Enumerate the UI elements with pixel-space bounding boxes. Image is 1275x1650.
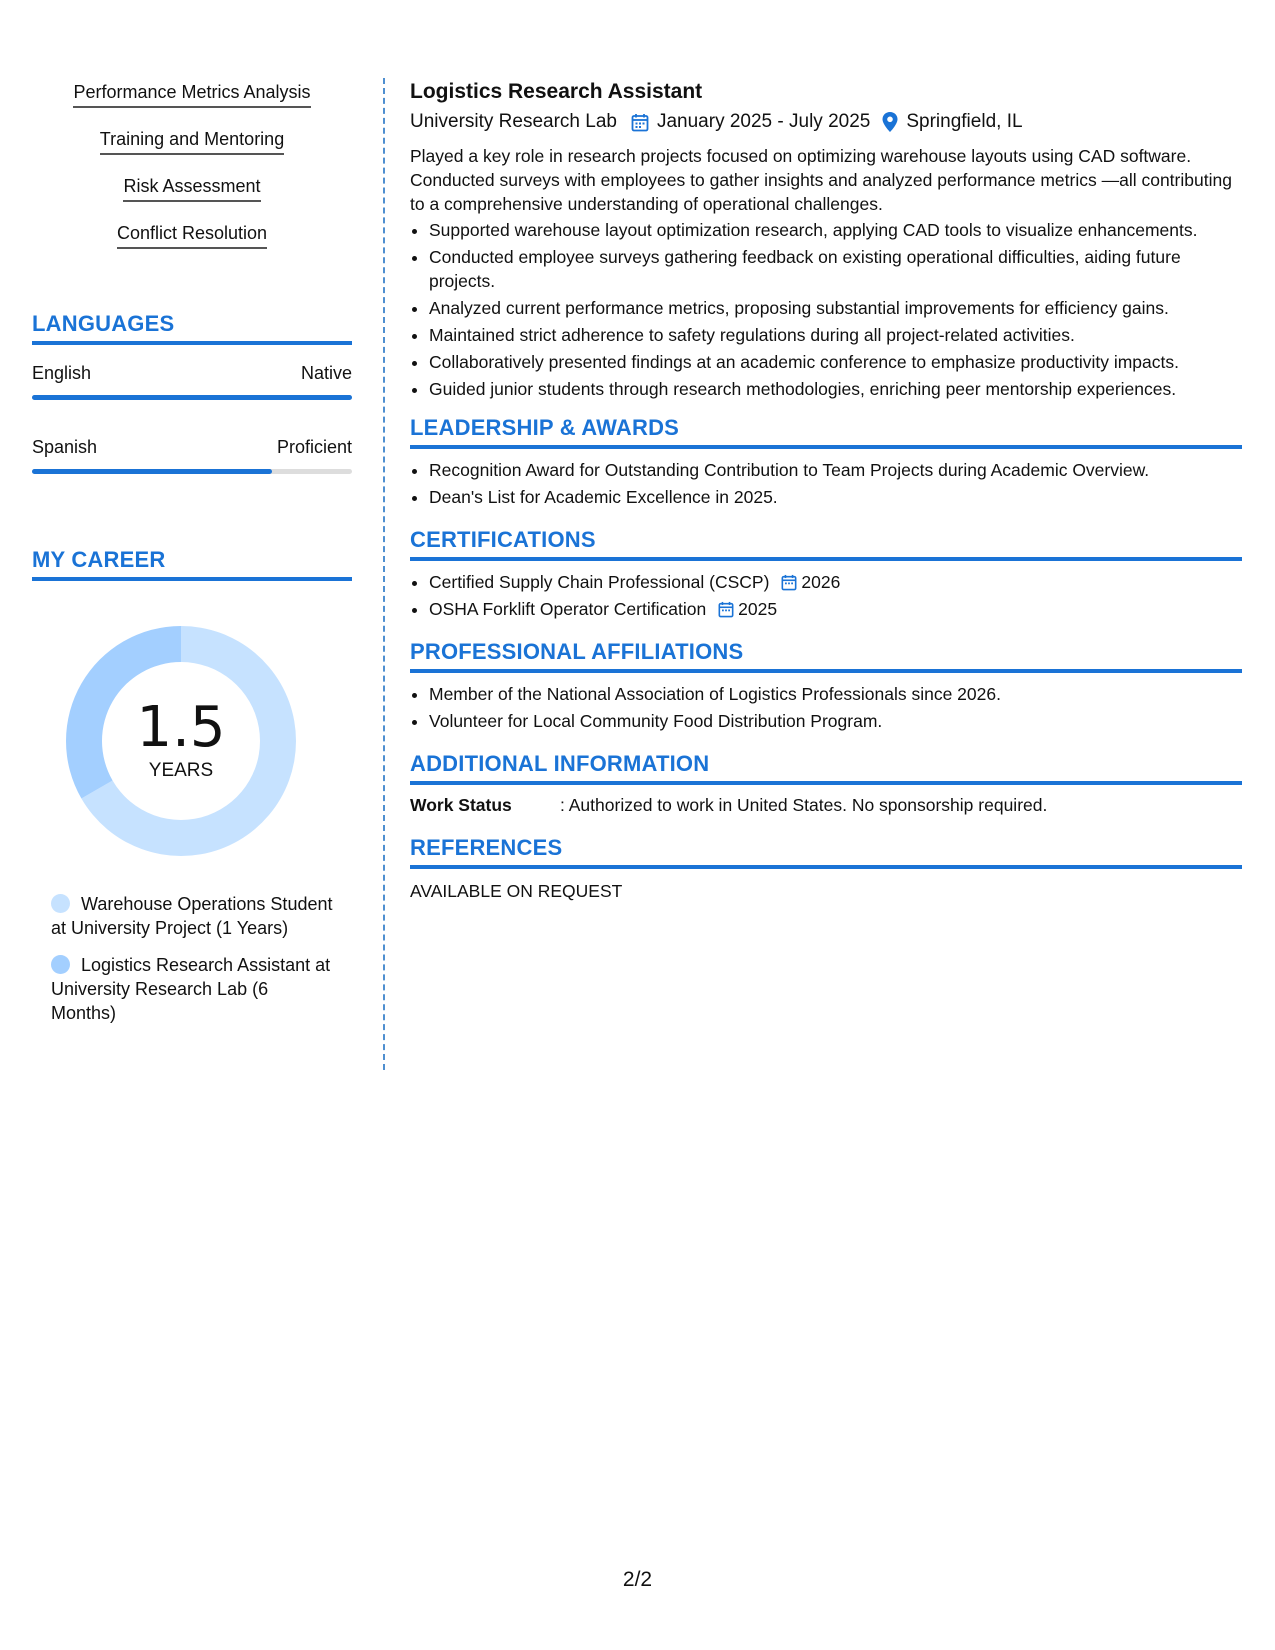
list-item: • Supported warehouse layout optimization research, applying CAD tools to visualize enhancements. — [429, 218, 1242, 242]
cert-year: 2025 — [738, 599, 778, 619]
job-meta — [410, 108, 1242, 136]
references-title: REFERENCES — [410, 835, 1242, 869]
skill-item: Conflict Resolution — [117, 221, 267, 249]
cert-name: • Certified Supply Chain Professional (CSCP) — [429, 572, 770, 592]
career-title: MY CAREER — [32, 547, 352, 581]
list-item: • Volunteer for Local Community Food Distribution Program. — [429, 709, 1242, 733]
language-bar — [32, 395, 352, 400]
legend-dot — [51, 894, 70, 913]
certifications-title: CERTIFICATIONS — [410, 527, 1242, 561]
list-item: • Recognition Award for Outstanding Contribution to Team Projects during Academic Overview. — [429, 458, 1242, 482]
company-name: University Research Lab — [410, 111, 617, 132]
career-total: 1.5 — [136, 695, 226, 760]
skill-item: Risk Assessment — [123, 174, 260, 202]
certifications-section — [410, 527, 1242, 621]
career-legend-item — [51, 953, 336, 1025]
language-level: Native — [300, 363, 352, 383]
list-item: • Guided junior students through research methodologies, enriching peer mentorship experiences. — [429, 377, 1242, 401]
career-legend-item — [51, 892, 336, 940]
list-item: • Member of the National Association of Logistics Professionals since 2026. — [429, 682, 1242, 706]
right-column — [410, 78, 1242, 903]
language-item — [32, 435, 352, 474]
info-row — [410, 793, 1242, 817]
job-description: Played a key role in research projects focused on optimizing warehouse layouts using CAD software. Conducted surveys with employees to gather insights and analyzed performance metrics —all contributing to a comprehensive understanding of operational challenges. — [410, 146, 1232, 214]
language-bar-fill — [32, 469, 272, 474]
calendar-icon — [631, 113, 649, 132]
column-divider — [383, 78, 385, 1070]
list-item: • Analyzed current performance metrics, proposing substantial improvements for efficiency gains. — [429, 296, 1242, 320]
language-bar-fill — [32, 395, 352, 400]
languages-title: LANGUAGES — [32, 311, 352, 345]
experience-entry — [410, 78, 1242, 401]
awards-title: LEADERSHIP & AWARDS — [410, 415, 1242, 449]
language-item — [32, 361, 352, 400]
skill-item: Performance Metrics Analysis — [73, 80, 310, 108]
calendar-icon — [718, 601, 734, 618]
job-dates: January 2025 - July 2025 — [656, 111, 871, 132]
language-name: English — [32, 363, 92, 383]
info-label: Work Status — [410, 795, 512, 815]
references-section — [410, 835, 1242, 903]
references-text: AVAILABLE ON REQUEST — [410, 881, 623, 901]
list-item — [429, 570, 1242, 594]
language-name: Spanish — [32, 437, 98, 457]
cert-name: • OSHA Forklift Operator Certification — [429, 599, 707, 619]
affiliations-section — [410, 639, 1242, 733]
calendar-icon — [781, 574, 797, 591]
left-column — [32, 80, 352, 1038]
career-unit: YEARS — [148, 760, 214, 781]
info-value: : Authorized to work in United States. No sponsorship required. — [560, 795, 1048, 815]
list-item: • Dean's List for Academic Excellence in 2025. — [429, 485, 1242, 509]
affiliations-title: PROFESSIONAL AFFILIATIONS — [410, 639, 1242, 673]
additional-info-title: ADDITIONAL INFORMATION — [410, 751, 1242, 785]
list-item — [429, 597, 1242, 621]
language-bar — [32, 469, 352, 474]
awards-section — [410, 415, 1242, 509]
list-item: • Collaboratively presented findings at an academic conference to emphasize productivity impacts. — [429, 350, 1242, 374]
list-item: • Maintained strict adherence to safety regulations during all project-related activities. — [429, 323, 1242, 347]
skills-list — [32, 80, 352, 268]
legend-dot — [51, 955, 70, 974]
page-number: 2/2 — [622, 1568, 653, 1591]
list-item: • Conducted employee surveys gathering feedback on existing operational difficulties, aiding future projects. — [429, 245, 1242, 293]
languages-section — [32, 311, 352, 474]
career-section — [32, 547, 352, 1025]
cert-year: 2026 — [801, 572, 841, 592]
job-bullets — [410, 218, 1242, 401]
skill-item: Training and Mentoring — [100, 127, 284, 155]
career-donut — [66, 626, 296, 856]
job-location: Springfield, IL — [906, 111, 1023, 132]
additional-info-section — [410, 751, 1242, 817]
legend-label: Logistics Research Assistant at University Research Lab (6 Months) — [51, 955, 331, 1023]
legend-label: Warehouse Operations Student at University Project (1 Years) — [51, 894, 333, 938]
job-title: Logistics Research Assistant — [410, 80, 703, 103]
career-legend — [32, 892, 336, 1025]
language-level: Proficient — [276, 437, 352, 457]
map-pin-icon — [882, 112, 898, 132]
